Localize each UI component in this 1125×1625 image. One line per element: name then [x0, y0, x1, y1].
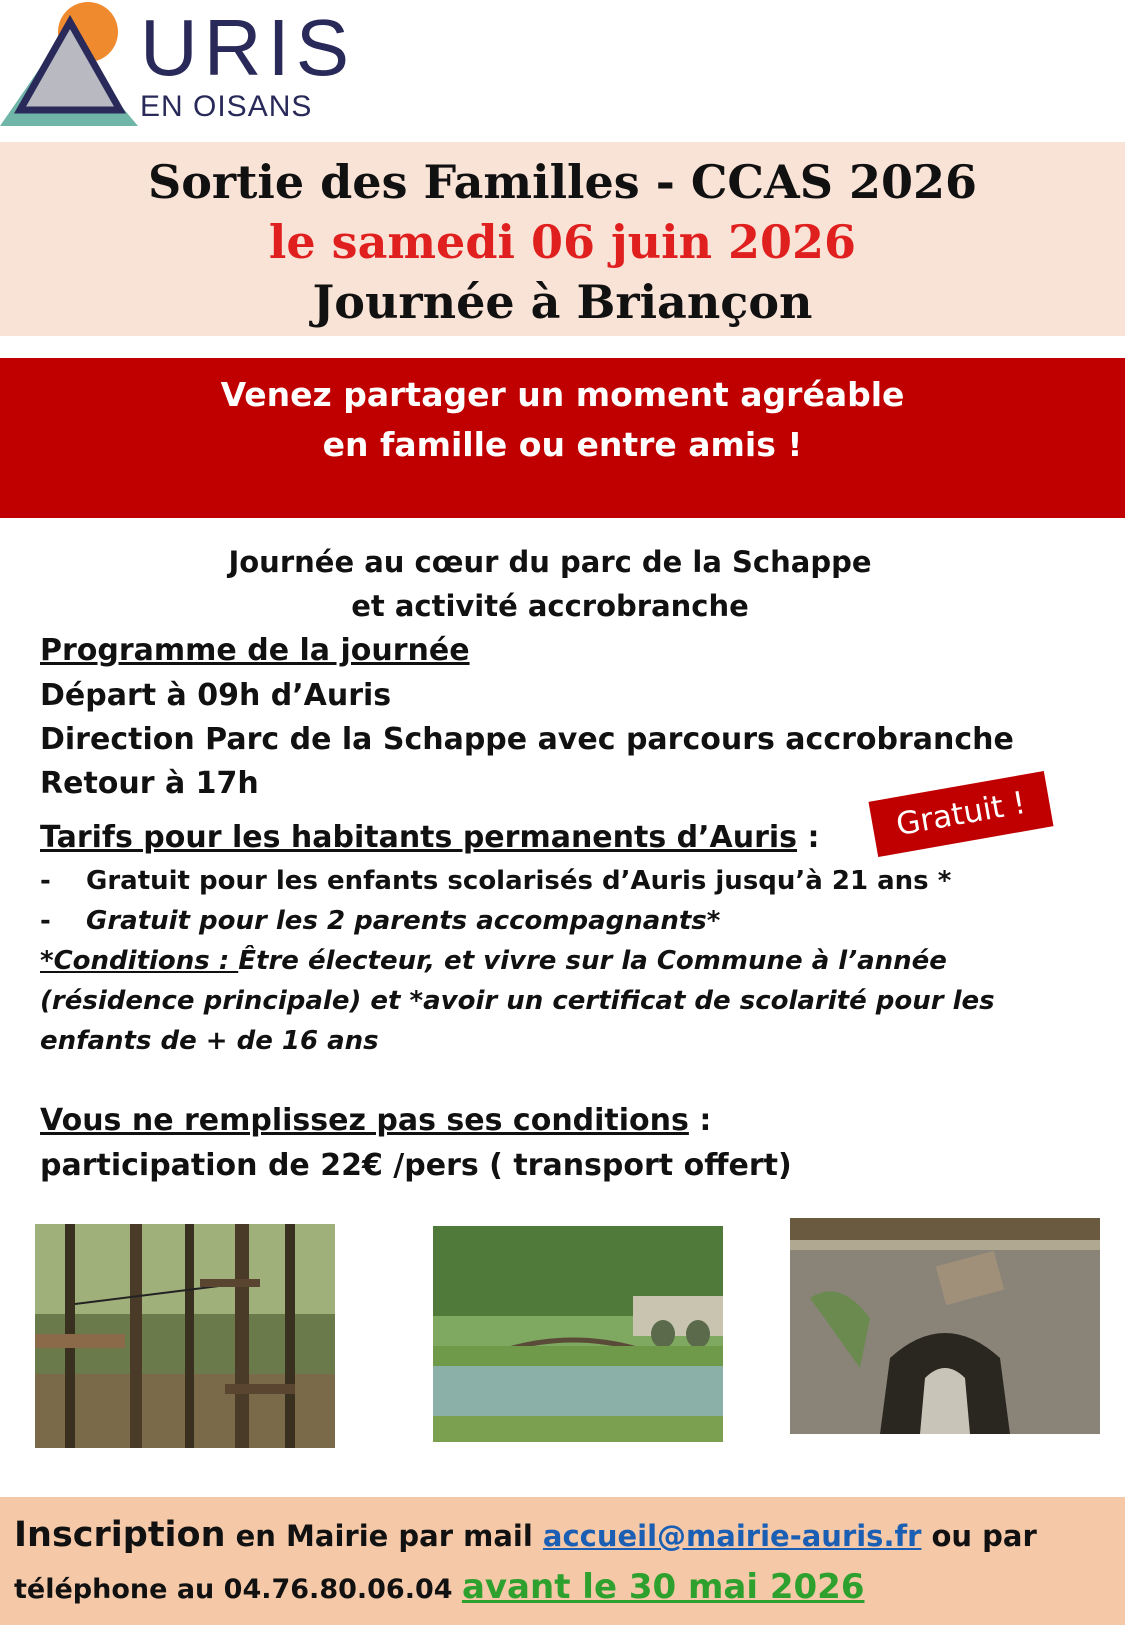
banner-line-2: en famille ou entre amis !	[322, 425, 803, 464]
tarif-bullet-text: Gratuit pour les enfants scolarisés d’Auris jusqu’à 21 ans *	[86, 866, 952, 896]
conditions-line: enfants de + de 16 ans	[40, 1026, 379, 1056]
phone-text: téléphone au 04.76.80.06.04	[14, 1574, 462, 1605]
registration-text: ou par	[921, 1519, 1037, 1553]
tarif-bullet: - Gratuit pour les 2 parents accompagnants*	[40, 906, 721, 936]
auris-logo	[0, 0, 356, 130]
programme-item: Départ à 09h d’Auris	[40, 678, 392, 713]
free-badge: Gratuit !	[868, 771, 1053, 857]
event-date: le samedi 06 juin 2026	[268, 215, 857, 269]
programme-item: Retour à 17h	[40, 766, 259, 801]
tarifs-heading	[40, 820, 819, 855]
logo-subtitle: EN OISANS	[140, 90, 313, 123]
participation-line: participation de 22€ /pers ( transport offert)	[40, 1148, 792, 1183]
invitation-banner	[0, 358, 1125, 518]
tarifs-heading-colon: :	[797, 820, 820, 855]
other-heading-text: Vous ne remplissez pas ses conditions	[40, 1103, 689, 1138]
intro-text	[0, 540, 1100, 628]
registration-footer	[0, 1497, 1125, 1625]
photo-accrobranche	[35, 1224, 335, 1448]
programme-heading: Programme de la journée	[40, 633, 470, 668]
programme-item: Direction Parc de la Schappe avec parcours accrobranche	[40, 722, 1014, 757]
conditions-line: (résidence principale) et *avoir un certificat de scolarité pour les	[40, 986, 995, 1016]
conditions-text: Être électeur, et vivre sur la Commune à l’année	[238, 946, 947, 976]
photo-parc-schappe	[433, 1226, 723, 1442]
deadline-text: avant le 30 mai 2026	[461, 1567, 865, 1607]
event-destination: Journée à Briançon	[312, 275, 813, 329]
other-heading-colon: :	[688, 1103, 712, 1138]
logo-wordmark: URIS	[140, 3, 356, 92]
mountain-logo-icon	[0, 0, 150, 130]
other-heading	[40, 1103, 711, 1138]
tarifs-heading-text: Tarifs pour les habitants permanents d’Auris	[40, 820, 798, 855]
banner-line-1: Venez partager un moment agréable	[220, 375, 905, 414]
intro-line-2: et activité accrobranche	[351, 589, 749, 623]
registration-line-1	[14, 1515, 1037, 1555]
conditions-label: *Conditions :	[40, 946, 239, 976]
title-band	[0, 142, 1125, 336]
inscription-label: Inscription	[14, 1515, 226, 1555]
photo-tunnel	[790, 1218, 1100, 1434]
tarif-bullet-text: Gratuit pour les 2 parents accompagnants*	[86, 906, 721, 936]
registration-line-2	[14, 1567, 865, 1607]
tarif-bullet: - Gratuit pour les enfants scolarisés d’Auris jusqu’à 21 ans *	[40, 866, 952, 896]
conditions-line	[40, 946, 947, 976]
event-title: Sortie des Familles - CCAS 2026	[148, 155, 977, 209]
intro-line-1: Journée au cœur du parc de la Schappe	[228, 545, 872, 579]
email-link[interactable]: accueil@mairie-auris.fr	[542, 1519, 922, 1553]
registration-text: en Mairie par mail	[225, 1519, 543, 1553]
